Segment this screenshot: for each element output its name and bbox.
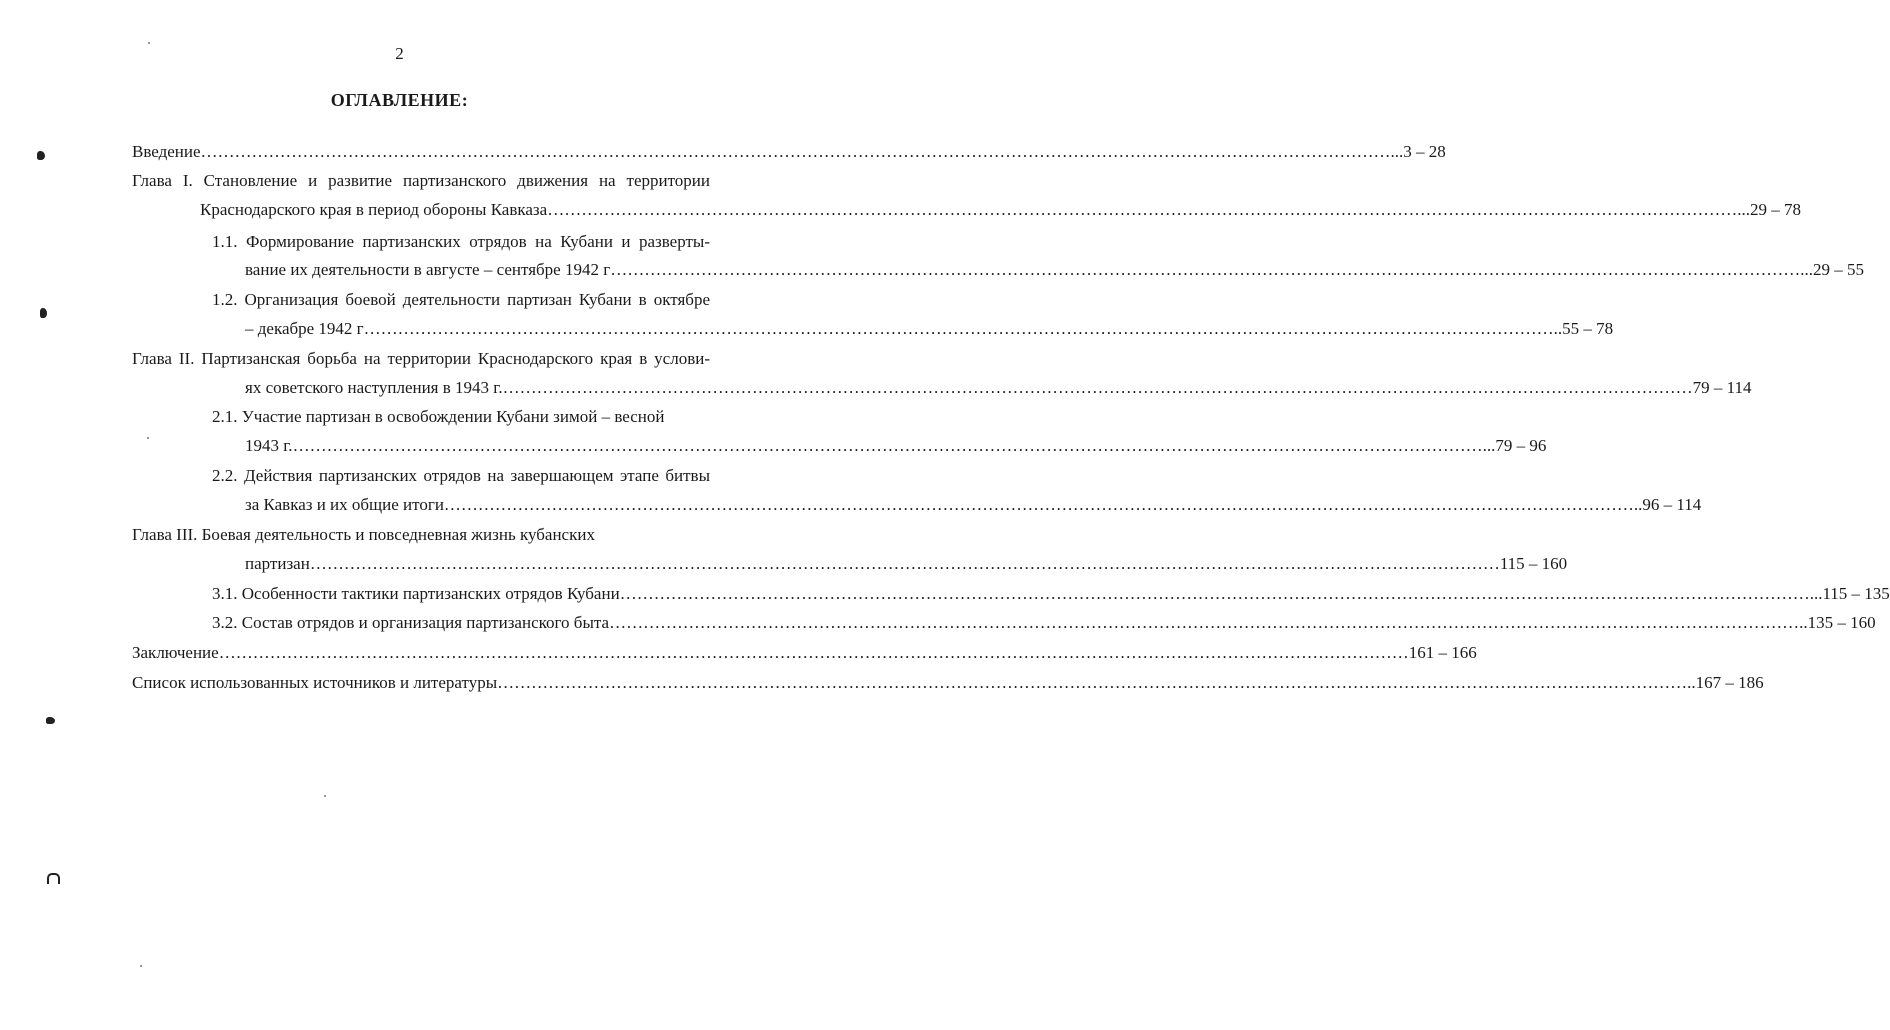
toc-entry-label: партизан	[245, 554, 310, 573]
toc-entry-section-1-2-title: 1.2. Организация боевой деятельности партизан Кубани в октябре	[212, 290, 710, 309]
toc-entry-section-2-2	[245, 494, 1702, 516]
toc-entry-pages: ..55 – 78	[1553, 319, 1614, 338]
toc-entry-label: 1943 г.	[245, 436, 293, 455]
scan-speck	[148, 42, 150, 44]
toc-entry-label: ях советского наступления в 1943 г.	[245, 378, 503, 397]
toc-heading: ОГЛАВЛЕНИЕ:	[330, 90, 469, 110]
toc-entry-pages: ...29 – 55	[1800, 260, 1864, 279]
toc-entry-section-1-2	[245, 318, 1614, 340]
dot-leader: …………………………………………………………………………………………………………………………………………………………………………………………	[309, 554, 1500, 573]
dot-leader: …………………………………………………………………………………………………………………………………………………………………………………………	[292, 436, 1483, 455]
toc-entry-section-2-1	[245, 435, 1547, 457]
toc-entry-section-3-1	[212, 583, 1890, 605]
dot-leader: …………………………………………………………………………………………………………………………………………………………………………………………	[200, 142, 1391, 161]
scan-speck	[140, 965, 142, 967]
toc-entry-pages: ..167 – 186	[1687, 673, 1764, 692]
scan-mark	[40, 308, 47, 318]
toc-entry-label: Краснодарского края в период обороны Кавказа	[200, 200, 548, 219]
toc-entry-section-1-1-title: 1.1. Формирование партизанских отрядов на Кубани и разверты-	[212, 232, 710, 251]
toc-entry-chapter-3-title: Глава III. Боевая деятельность и повседневная жизнь кубанских	[132, 525, 595, 544]
toc-entry-label: 3.1. Особенности тактики партизанских отрядов Кубани	[212, 584, 620, 603]
toc-entry-pages: ...3 – 28	[1390, 142, 1446, 161]
toc-entry-label: за Кавказ и их общие итоги	[245, 495, 444, 514]
dot-leader: …………………………………………………………………………………………………………………………………………………………………………………………	[443, 495, 1634, 514]
toc-entry-label: Введение	[132, 142, 201, 161]
toc-entry-pages: ..96 – 114	[1633, 495, 1702, 514]
dot-leader: …………………………………………………………………………………………………………………………………………………………………………………………	[547, 200, 1738, 219]
scan-mark	[37, 151, 45, 160]
toc-entry-section-2-1-title: 2.1. Участие партизан в освобождении Кубани зимой – весной	[212, 407, 665, 426]
toc-entry-conclusion	[132, 642, 1477, 664]
toc-entry-chapter-1-title: Глава I. Становление и развитие партизанского движения на территории	[132, 171, 710, 190]
toc-entry-section-2-2-title: 2.2. Действия партизанских отрядов на завершающем этапе битвы	[212, 466, 710, 485]
toc-entry-section-3-2	[212, 612, 1876, 634]
toc-entry-label: вание их деятельности в августе – сентябре 1942 г	[245, 260, 611, 279]
toc-entry-pages: ..135 – 160	[1799, 613, 1876, 632]
toc-entry-pages: 79 – 114	[1692, 378, 1752, 397]
toc-entry-pages: ...29 – 78	[1737, 200, 1801, 219]
dot-leader: …………………………………………………………………………………………………………………………………………………………………………………………	[610, 260, 1801, 279]
toc-entry-sources	[132, 672, 1764, 694]
dot-leader: …………………………………………………………………………………………………………………………………………………………………………………………	[609, 613, 1800, 632]
scan-speck	[147, 437, 149, 439]
scan-speck	[324, 795, 326, 797]
toc-entry-pages: ...79 – 96	[1482, 436, 1547, 455]
toc-entry-chapter-3	[245, 553, 1568, 575]
dot-leader: …………………………………………………………………………………………………………………………………………………………………………………………	[497, 673, 1688, 692]
toc-entry-pages: 161 – 166	[1408, 643, 1477, 662]
scan-mark	[47, 873, 60, 884]
toc-entry-chapter-2	[245, 377, 1752, 399]
dot-leader: …………………………………………………………………………………………………………………………………………………………………………………………	[619, 584, 1810, 603]
toc-entry-chapter-1	[200, 199, 1801, 221]
dot-leader: …………………………………………………………………………………………………………………………………………………………………………………………	[502, 378, 1693, 397]
toc-entry-label: Список использованных источников и литературы	[132, 673, 498, 692]
scan-mark	[46, 717, 55, 724]
toc-entry-section-1-1	[245, 259, 1864, 281]
toc-entry-label: – декабре 1942 г	[245, 319, 364, 338]
toc-entry-label: 3.2. Состав отрядов и организация партизанского быта	[212, 613, 610, 632]
toc-entry-pages: 115 – 160	[1499, 554, 1568, 573]
dot-leader: …………………………………………………………………………………………………………………………………………………………………………………………	[218, 643, 1409, 662]
toc-entry-pages: ...115 – 135	[1809, 584, 1890, 603]
toc-entry-label: Заключение	[132, 643, 219, 662]
dot-leader: …………………………………………………………………………………………………………………………………………………………………………………………	[363, 319, 1554, 338]
toc-entry-intro	[132, 141, 1446, 163]
toc-entry-chapter-2-title: Глава II. Партизанская борьба на территории Краснодарского края в услови-	[132, 349, 710, 368]
page-number: 2	[395, 44, 404, 63]
